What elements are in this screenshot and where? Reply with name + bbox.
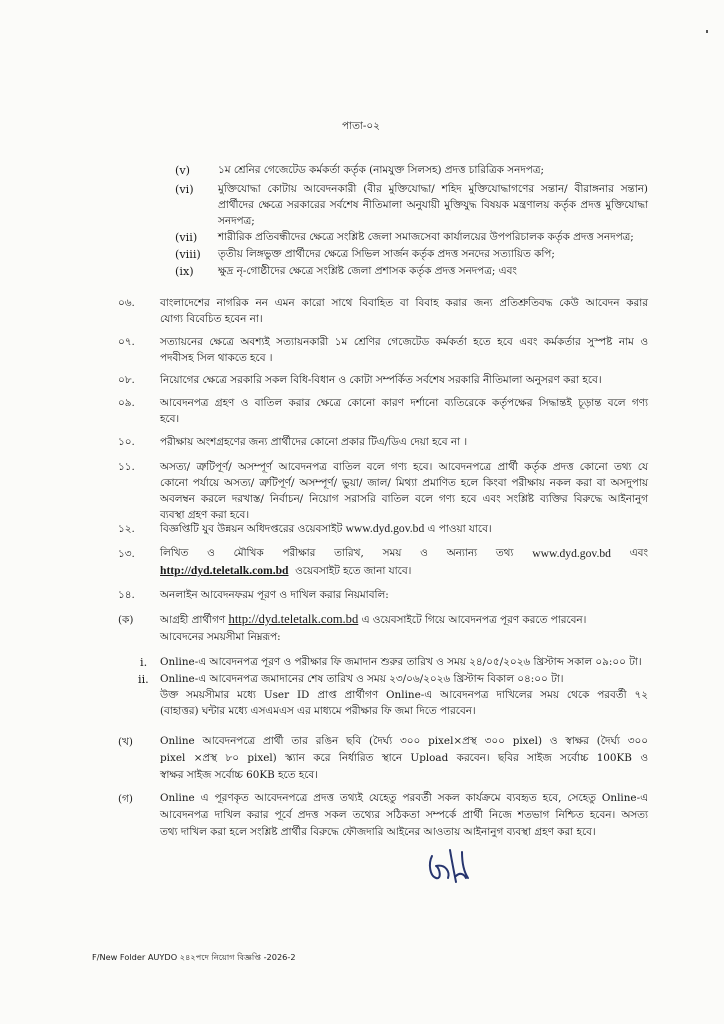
schedule-number: ii. <box>138 673 149 686</box>
word: ও <box>207 547 215 559</box>
item-line: কোনো পর্যায়ে অসত্য/ ত্রুটিপূর্ণ/ অসম্পূর্ণ/ ভুয়া/ জাল/ মিথ্যা প্রমাণিত হলে কিংবা পরীক্ষায় নকল করা বা অসদুপায় <box>160 477 648 489</box>
item-line: হবে। <box>160 413 180 425</box>
item-line <box>160 522 492 536</box>
item-text: এ পাওয়া যাবে। <box>424 523 492 535</box>
item-line: ব্যবস্থা গ্রহণ করা হবে। <box>160 509 250 521</box>
file-path-footer: F/New Folder AUYDO ২৪২পদে নিয়োগ বিজ্ঞপ্তি -2026-2 <box>92 952 296 962</box>
item-line: অনলাইন আবেদনফরম পূরণ ও দাখিল করার নিয়মাবলি: <box>160 589 389 601</box>
item-number: ১০. <box>118 436 135 448</box>
signature-image <box>418 842 488 886</box>
item-number: ০৬. <box>118 297 135 309</box>
item-text: ওয়েবসাইট হতে জানা যাবে। <box>295 565 412 577</box>
item-line: নিয়োগের ক্ষেত্রে সরকারি সকল বিধি-বিধান ও কোটা সম্পর্কিত সর্বশেষ সরকারি নীতিমালা অনুসরণ করা হবে। <box>160 374 602 386</box>
sub-item-number: (ক) <box>118 614 134 626</box>
item-line <box>160 547 648 560</box>
item-line: স্বাক্ষর সাইজ সর্বোচ্চ 60KB হতে হবে। <box>160 769 318 781</box>
doc-num-v: (v) <box>175 164 191 177</box>
word: অন্যান্য <box>446 547 478 559</box>
item-number: ০৯. <box>118 397 135 409</box>
website-link[interactable]: www.dyd.gov.bd <box>532 547 611 560</box>
item-line: অবলম্বন করলে দরখাস্ত/ নির্বাচন/ নিয়োগ সরাসরি বাতিল বলে গণ্য হবে এবং সংশ্লিষ্ট ব্যক্তির বিরুদ্ধে আইনানুগ <box>160 493 648 505</box>
item-line: পরীক্ষায় অংশগ্রহণের জন্য প্রার্থীদের কোনো প্রকার টিএ/ডিএ দেয়া হবে না । <box>160 436 468 448</box>
teletalk-link[interactable]: http://dyd.teletalk.com.bd <box>160 564 289 577</box>
item-line: তথ্য দাখিল করা হলে সংশ্লিষ্ট প্রার্থীর বিরুদ্ধে ফৌজদারি আইনের আওতায় আইনানুগ ব্যবস্থা গ্রহণ করা হবে। <box>160 826 596 838</box>
item-number: ০৮. <box>118 374 135 386</box>
item-line <box>160 564 411 578</box>
schedule-line: উক্ত সময়সীমার মধ্যে User ID প্রাপ্ত প্রার্থীগণ Online-এ আবেদনপত্র দাখিলের সময় থেকে পরবর্তী ৭২ <box>160 689 648 701</box>
item-number: ১৩. <box>118 548 135 560</box>
page-number: পাতা-০২ <box>342 120 380 132</box>
scan-mark <box>706 30 708 33</box>
word: ও <box>420 547 428 559</box>
sub-item-number: (খ) <box>118 736 133 748</box>
item-line: আবেদনের সময়সীমা নিম্নরূপ: <box>160 631 281 643</box>
item-line: সত্যায়নের ক্ষেত্রে অবশ্যই সত্যায়নকারী ১ম শ্রেণির গেজেটেড কর্মকর্তা হতে হবে এবং কর্মকর্তার সুস্পষ্ট নাম ও <box>160 336 648 348</box>
item-line: অসত্য/ ত্রুটিপূর্ণ/ অসম্পূর্ণ আবেদনপত্র বাতিল বলে গণ্য হবে। আবেদনপত্রে প্রার্থী কর্তৃক প্রদত্ত কোনো তথ্য যে <box>160 461 648 473</box>
item-line: Online এ পূরণকৃত আবেদনপত্রে প্রদত্ত তথ্যই যেহেতু পরবর্তী সকল কার্যক্রমে ব্যবহৃত হবে, সেহেতু Online-এ <box>160 792 648 804</box>
item-line: যোগ্য বিবেচিত হবেন না। <box>160 313 263 325</box>
word: এবং <box>629 547 648 559</box>
item-text: বিজ্ঞপ্তিটি যুব উন্নয়ন অধিদপ্তরের ওয়েবসাইট <box>160 523 346 535</box>
teletalk-link[interactable]: http://dyd.teletalk.com.bd <box>228 612 359 626</box>
doc-line: ১ম শ্রেনির গেজেটেড কর্মকর্তা কর্তৃক (নামযুক্ত সিলসহ) প্রদত্ত চারিত্রিক সনদপত্র; <box>218 164 544 176</box>
word: তথ্য <box>495 547 514 559</box>
doc-line: মুক্তিযোদ্ধা কোটায় আবেদনকারী (বীর মুক্তিযোদ্ধা/ শহিদ মুক্তিযোদ্ধাগণের সন্তান/ বীরাঙ্গনার সন্তান) <box>218 183 648 195</box>
word: মৌখিক <box>233 547 264 559</box>
schedule-number: i. <box>140 656 148 669</box>
item-number: ১১. <box>118 461 135 473</box>
item-line: pixel ×প্রস্থ ৮০ pixel) স্ক্যান করে নির্ধারিত স্থানে Upload করবেন। ছবির সাইজ সর্বোচ্চ 100KB ও <box>160 752 648 764</box>
item-number: ০৭. <box>118 336 135 348</box>
item-text: আগ্রহী প্রার্থীগণ <box>160 614 229 626</box>
doc-line: প্রার্থীদের ক্ষেত্রে সরকারের সর্বশেষ নীতিমালা অনুযায়ী মুক্তিযুদ্ধ বিষয়ক মন্ত্রণালয় কর্তৃক প্রদত্ত মুক্তিযোদ্ধা <box>218 199 648 211</box>
item-line: বাংলাদেশের নাগরিক নন এমন কারো সাথে বিবাহিত বা বিবাহ করার জন্য প্রতিশ্রুতিবদ্ধ কেউ আবেদন করার <box>160 297 648 309</box>
schedule-line: (বাহাত্তর) ঘন্টার মধ্যে এসএমএস এর মাধ্যমে পরীক্ষার ফি জমা দিতে পারবেন। <box>160 705 476 717</box>
schedule-line: Online-এ আবেদনপত্র জমাদানের শেষ তারিখ ও সময় ২৩/০৬/২০২৬ খ্রিস্টাব্দ বিকাল ০৪:০০ টা। <box>160 673 564 685</box>
doc-line: ক্ষুদ্র নৃ-গোষ্ঠীদের ক্ষেত্রে সংশ্লিষ্ট জেলা প্রশাসক কর্তৃক প্রদত্ত সনদপত্র; এবং <box>218 265 517 277</box>
doc-line: তৃতীয় লিঙ্গভুক্ত প্রার্থীদের ক্ষেত্রে সিভিল সার্জন কর্তৃক প্রদত্ত সনদের সত্যায়িত কপি; <box>218 248 555 260</box>
doc-num-vii: (vii) <box>175 231 198 244</box>
item-line: পদবীসহ সিল থাকতে হবে । <box>160 352 273 364</box>
website-link[interactable]: www.dyd.gov.bd <box>345 522 425 535</box>
doc-line: শারীরিক প্রতিবন্ধীদের ক্ষেত্রে সংশ্লিষ্ট জেলা সমাজসেবা কার্যালয়ের উপপরিচালক কর্তৃক প্রদত্ত সনদপত্র; <box>218 231 634 243</box>
doc-line: সনদপত্র; <box>218 215 255 227</box>
schedule-line: Online-এ আবেদনপত্র পূরণ ও পরীক্ষার ফি জমাদান শুরুর তারিখ ও সময় ২৪/০৫/২০২৬ খ্রিস্টাব্দ সকাল ০৯:০০ টা। <box>160 656 642 668</box>
item-number: ১৪. <box>118 589 135 601</box>
item-line: আবেদনপত্র দাখিল করার পূর্বে প্রদত্ত সকল তথ্যের সঠিকতা সম্পর্কে প্রার্থী নিজে শতভাগ নিশ্চিত হবেন। অসত্য <box>160 809 648 821</box>
word: লিখিত <box>160 547 189 559</box>
item-line <box>160 613 586 627</box>
doc-num-viii: (viii) <box>175 248 201 261</box>
word: তারিখ, <box>334 547 364 559</box>
word: পরীক্ষার <box>282 547 316 559</box>
word: সময় <box>382 547 402 559</box>
item-line: Online আবেদনপত্রে প্রার্থী তার রঙিন ছবি (দৈর্ঘ্য ৩০০ pixel×প্রস্থ ৩০০ pixel) ও স্বাক্ষর (দৈর্ঘ্য ৩০০ <box>160 735 648 747</box>
doc-num-ix: (ix) <box>175 265 194 278</box>
item-number: ১২. <box>118 523 135 535</box>
item-line: আবেদনপত্র গ্রহণ ও বাতিল করার ক্ষেত্রে কোনো কারণ দর্শানো ব্যতিরেকে কর্তৃপক্ষের সিদ্ধান্তই চূড়ান্ত বলে গণ্য <box>160 397 648 409</box>
doc-num-vi: (vi) <box>175 183 194 196</box>
item-text: এ ওয়েবসাইটে গিয়ে আবেদনপত্র পূরণ করতে পারবেন। <box>358 614 587 626</box>
sub-item-number: (গ) <box>118 793 133 805</box>
